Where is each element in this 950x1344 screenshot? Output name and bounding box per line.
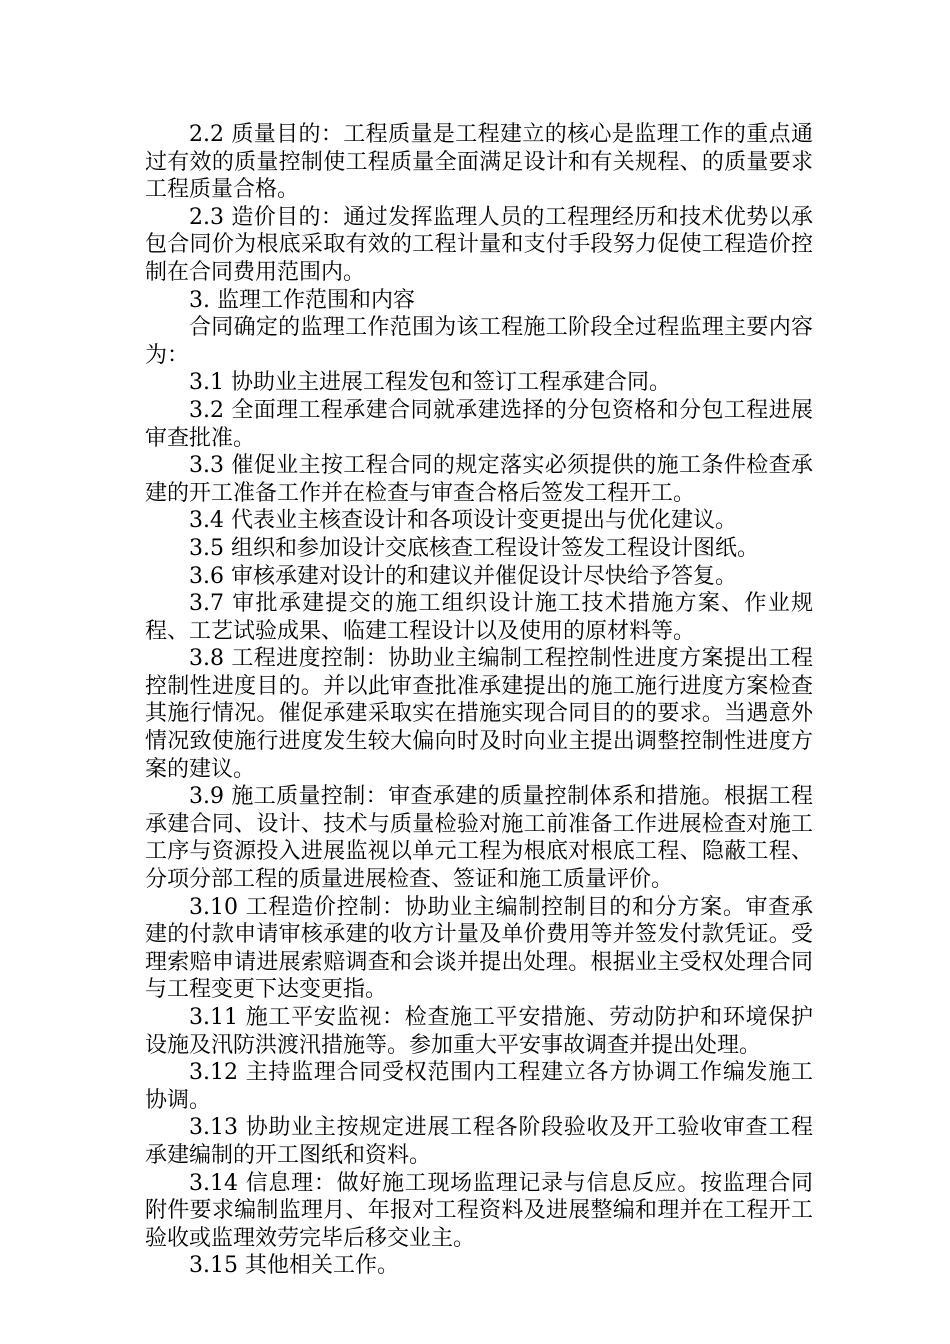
paragraph-3-15: 3.15 其他相关工作。 [189, 1253, 399, 1279]
paragraph-2-2-quality-goal: 2.2 质量目的：工程质量是工程建立的核心是监理工作的重点通过有效的质量控制使工程质量全面满足设计和有关规程、的质量要求工程质量合格。 [145, 122, 813, 203]
paragraph-3-2: 3.2 全面理工程承建合同就承建选择的分包资格和分包工程进展审查批准。 [145, 397, 813, 451]
paragraph-3-1: 3.1 协助业主进展工程发包和签订工程承建合同。 [189, 370, 671, 396]
paragraph-3-5: 3.5 组织和参加设计交底核查工程设计签发工程设计图纸。 [189, 535, 759, 561]
paragraph-3-8-schedule-control: 3.8 工程进度控制：协助业主编制工程控制性进度方案提出工程控制性进度目的。并以此审查批准承建提出的施工施行进度方案检查其施行情况。催促承建采取实在措施实现合同目的的要求。当遇意外情况致使施行进度发生较大偏向时及时向业主提出调整控制性进度方案的建议。 [145, 646, 813, 782]
paragraph-3-14-information-management: 3.14 信息理：做好施工现场监理记录与信息反应。按监理合同附件要求编制监理月、年报对工程资料及进展整编和理并在工程开工验收或监理效劳完毕后移交业主。 [145, 1170, 813, 1251]
paragraph-3-13: 3.13 协助业主按规定进展工程各阶段验收及开工验收审查工程承建编制的开工图纸和资料。 [145, 1115, 813, 1168]
paragraph-3-6: 3.6 审核承建对设计的和建议并催促设计尽快给予答复。 [189, 563, 737, 589]
section-heading-3-scope: 3. 监理工作范围和内容 [189, 287, 415, 313]
paragraph-3-12: 3.12 主持监理合同受权范围内工程建立各方协调工作编发施工协调。 [145, 1060, 813, 1113]
paragraph-scope-intro: 合同确定的监理工作范围为该工程施工阶段全过程监理主要内容为： [145, 315, 813, 368]
paragraph-3-3: 3.3 催促业主按工程合同的规定落实必须提供的施工条件检查承建的开工准备工作并在检查与审查合格后签发工程开工。 [145, 453, 813, 506]
paragraph-2-3-cost-goal: 2.3 造价目的：通过发挥监理人员的工程理经历和技术优势以承包合同价为根底采取有效的工程计量和支付手段努力促使工程造价控制在合同费用范围内。 [145, 204, 813, 285]
paragraph-3-4: 3.4 代表业主核查设计和各项设计变更提出与优化建议。 [189, 508, 737, 534]
paragraph-3-10-cost-control: 3.10 工程造价控制：协助业主编制控制目的和分方案。审查承建的付款申请审核承建的收方计量及单价费用等并签发付款凭证。受理索赔申请进展索赔调查和会谈并提出处理。根据业主受权处理合同与工程变更下达变更指。 [145, 894, 813, 1003]
paragraph-3-11-safety-supervision: 3.11 施工平安监视：检查施工平安措施、劳动防护和环境保护设施及汛防洪渡汛措施等。参加重大平安事故调查并提出处理。 [145, 1005, 813, 1058]
paragraph-3-7: 3.7 审批承建提交的施工组织设计施工技术措施方案、作业规程、工艺试验成果、临建工程设计以及使用的原材料等。 [145, 591, 813, 644]
paragraph-3-9-quality-control: 3.9 施工质量控制：审查承建的质量控制体系和措施。根据工程承建合同、设计、技术与质量检验对施工前准备工作进展检查对施工工序与资源投入进展监视以单元工程为根底对根底工程、隐蔽工程、分项分部工程的质量进展检查、签证和施工质量评价。 [145, 784, 813, 893]
document-page [145, 121, 813, 1280]
